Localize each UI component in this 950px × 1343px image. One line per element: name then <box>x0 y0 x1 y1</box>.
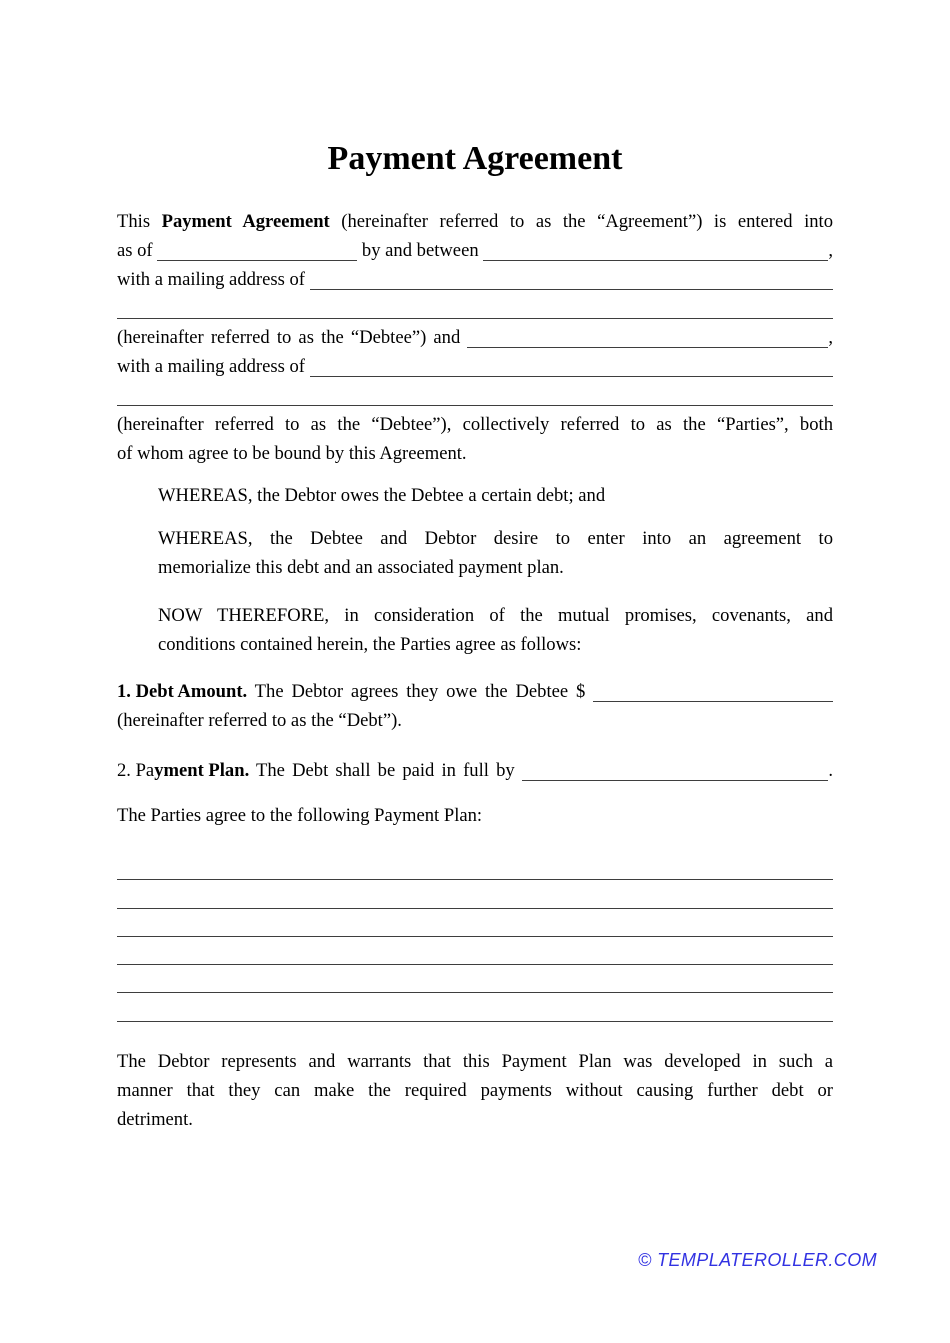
blank-party-2-address-cont[interactable] <box>117 381 833 406</box>
whereas-clause-1 <box>158 481 833 510</box>
now-therefore-clause <box>158 601 833 659</box>
payment-plan-period: . <box>828 760 833 781</box>
blank-party-2-name[interactable] <box>467 323 828 348</box>
intro-line-3 <box>117 265 833 294</box>
intro-text: , <box>828 240 833 261</box>
blank-party-1-address[interactable] <box>310 265 833 290</box>
blank-debt-amount[interactable] <box>593 677 833 702</box>
intro-line-7 <box>117 381 833 410</box>
payment-plan-number: 2. Pa <box>117 760 155 781</box>
whereas-clause-2 <box>158 524 833 582</box>
blank-agreement-date[interactable] <box>157 236 357 261</box>
intro-text: This <box>117 211 162 232</box>
blank-party-1-name[interactable] <box>483 236 828 261</box>
debt-amount-heading: 1. Debt Amount. <box>117 681 248 702</box>
intro-paragraph <box>117 207 833 468</box>
blank-payment-due-date[interactable] <box>522 756 829 781</box>
payment-plan-intro <box>117 801 833 830</box>
payment-plan-intro-text: The Parties agree to the following Payment Plan: <box>117 805 483 826</box>
intro-line-1 <box>117 207 833 236</box>
debt-amount-line-2: (hereinafter referred to as the “Debt”). <box>117 710 402 731</box>
section-payment-plan <box>117 756 833 785</box>
blank-party-1-address-cont[interactable] <box>117 294 833 319</box>
whereas-1-text: WHEREAS, the Debtor owes the Debtee a certain debt; and <box>158 485 606 506</box>
intro-text: (hereinafter referred to as the “Agreement”) is entered into <box>329 211 833 232</box>
intro-line-5 <box>117 323 833 352</box>
whereas-2-line-2: memorialize this debt and an associated payment plan. <box>158 557 564 578</box>
intro-text: as of <box>117 240 158 261</box>
debt-amount-text: The Debtor agrees they owe the Debtee $ <box>247 681 594 702</box>
intro-line-2 <box>117 236 833 265</box>
payment-plan-write-in-section <box>117 852 833 1022</box>
blank-party-2-address[interactable] <box>310 352 833 377</box>
agreement-term-bold: Payment Agreement <box>161 211 330 232</box>
payment-plan-blank-line-2[interactable] <box>117 880 833 908</box>
payment-plan-blank-line-5[interactable] <box>117 965 833 993</box>
warranty-line-2: manner that they can make the required payments without causing further debt or <box>117 1079 833 1101</box>
intro-text: , <box>828 327 833 348</box>
payment-plan-blank-line-4[interactable] <box>117 937 833 965</box>
now-therefore-line-1: NOW THEREFORE, in consideration of the mutual promises, covenants, and <box>158 605 833 626</box>
payment-plan-blank-line-1[interactable] <box>117 852 833 880</box>
payment-plan-line <box>117 756 833 785</box>
document-content <box>117 138 833 1134</box>
intro-line-9: of whom agree to be bound by this Agreement. <box>117 443 467 464</box>
intro-line-6 <box>117 352 833 381</box>
payment-plan-heading: yment Plan. <box>154 760 250 781</box>
footer-brand: © TEMPLATEROLLER.COM <box>638 1250 877 1270</box>
payment-plan-blank-line-3[interactable] <box>117 909 833 937</box>
intro-text: (hereinafter referred to as the “Debtee”) and <box>117 327 468 348</box>
warranty-paragraph <box>117 1047 833 1134</box>
warranty-line-1: The Debtor represents and warrants that this Payment Plan was developed in such a <box>117 1050 833 1072</box>
payment-plan-blank-line-6[interactable] <box>117 993 833 1021</box>
intro-line-8: (hereinafter referred to as the “Debtee”), collectively referred to as the “Parties”, both <box>117 414 833 435</box>
intro-text: with a mailing address of <box>117 356 310 377</box>
debt-amount-line-1 <box>117 677 833 706</box>
intro-text: by and between <box>357 240 484 261</box>
now-therefore-line-2: conditions contained herein, the Parties agree as follows: <box>158 634 582 655</box>
payment-plan-text: The Debt shall be paid in full by <box>249 760 522 781</box>
intro-line-4 <box>117 294 833 323</box>
intro-text: with a mailing address of <box>117 269 310 290</box>
document-title: Payment Agreement <box>327 140 623 177</box>
warranty-line-3: detriment. <box>117 1108 193 1130</box>
section-debt-amount <box>117 677 833 735</box>
whereas-2-line-1: WHEREAS, the Debtee and Debtor desire to enter into an agreement to <box>158 528 833 549</box>
